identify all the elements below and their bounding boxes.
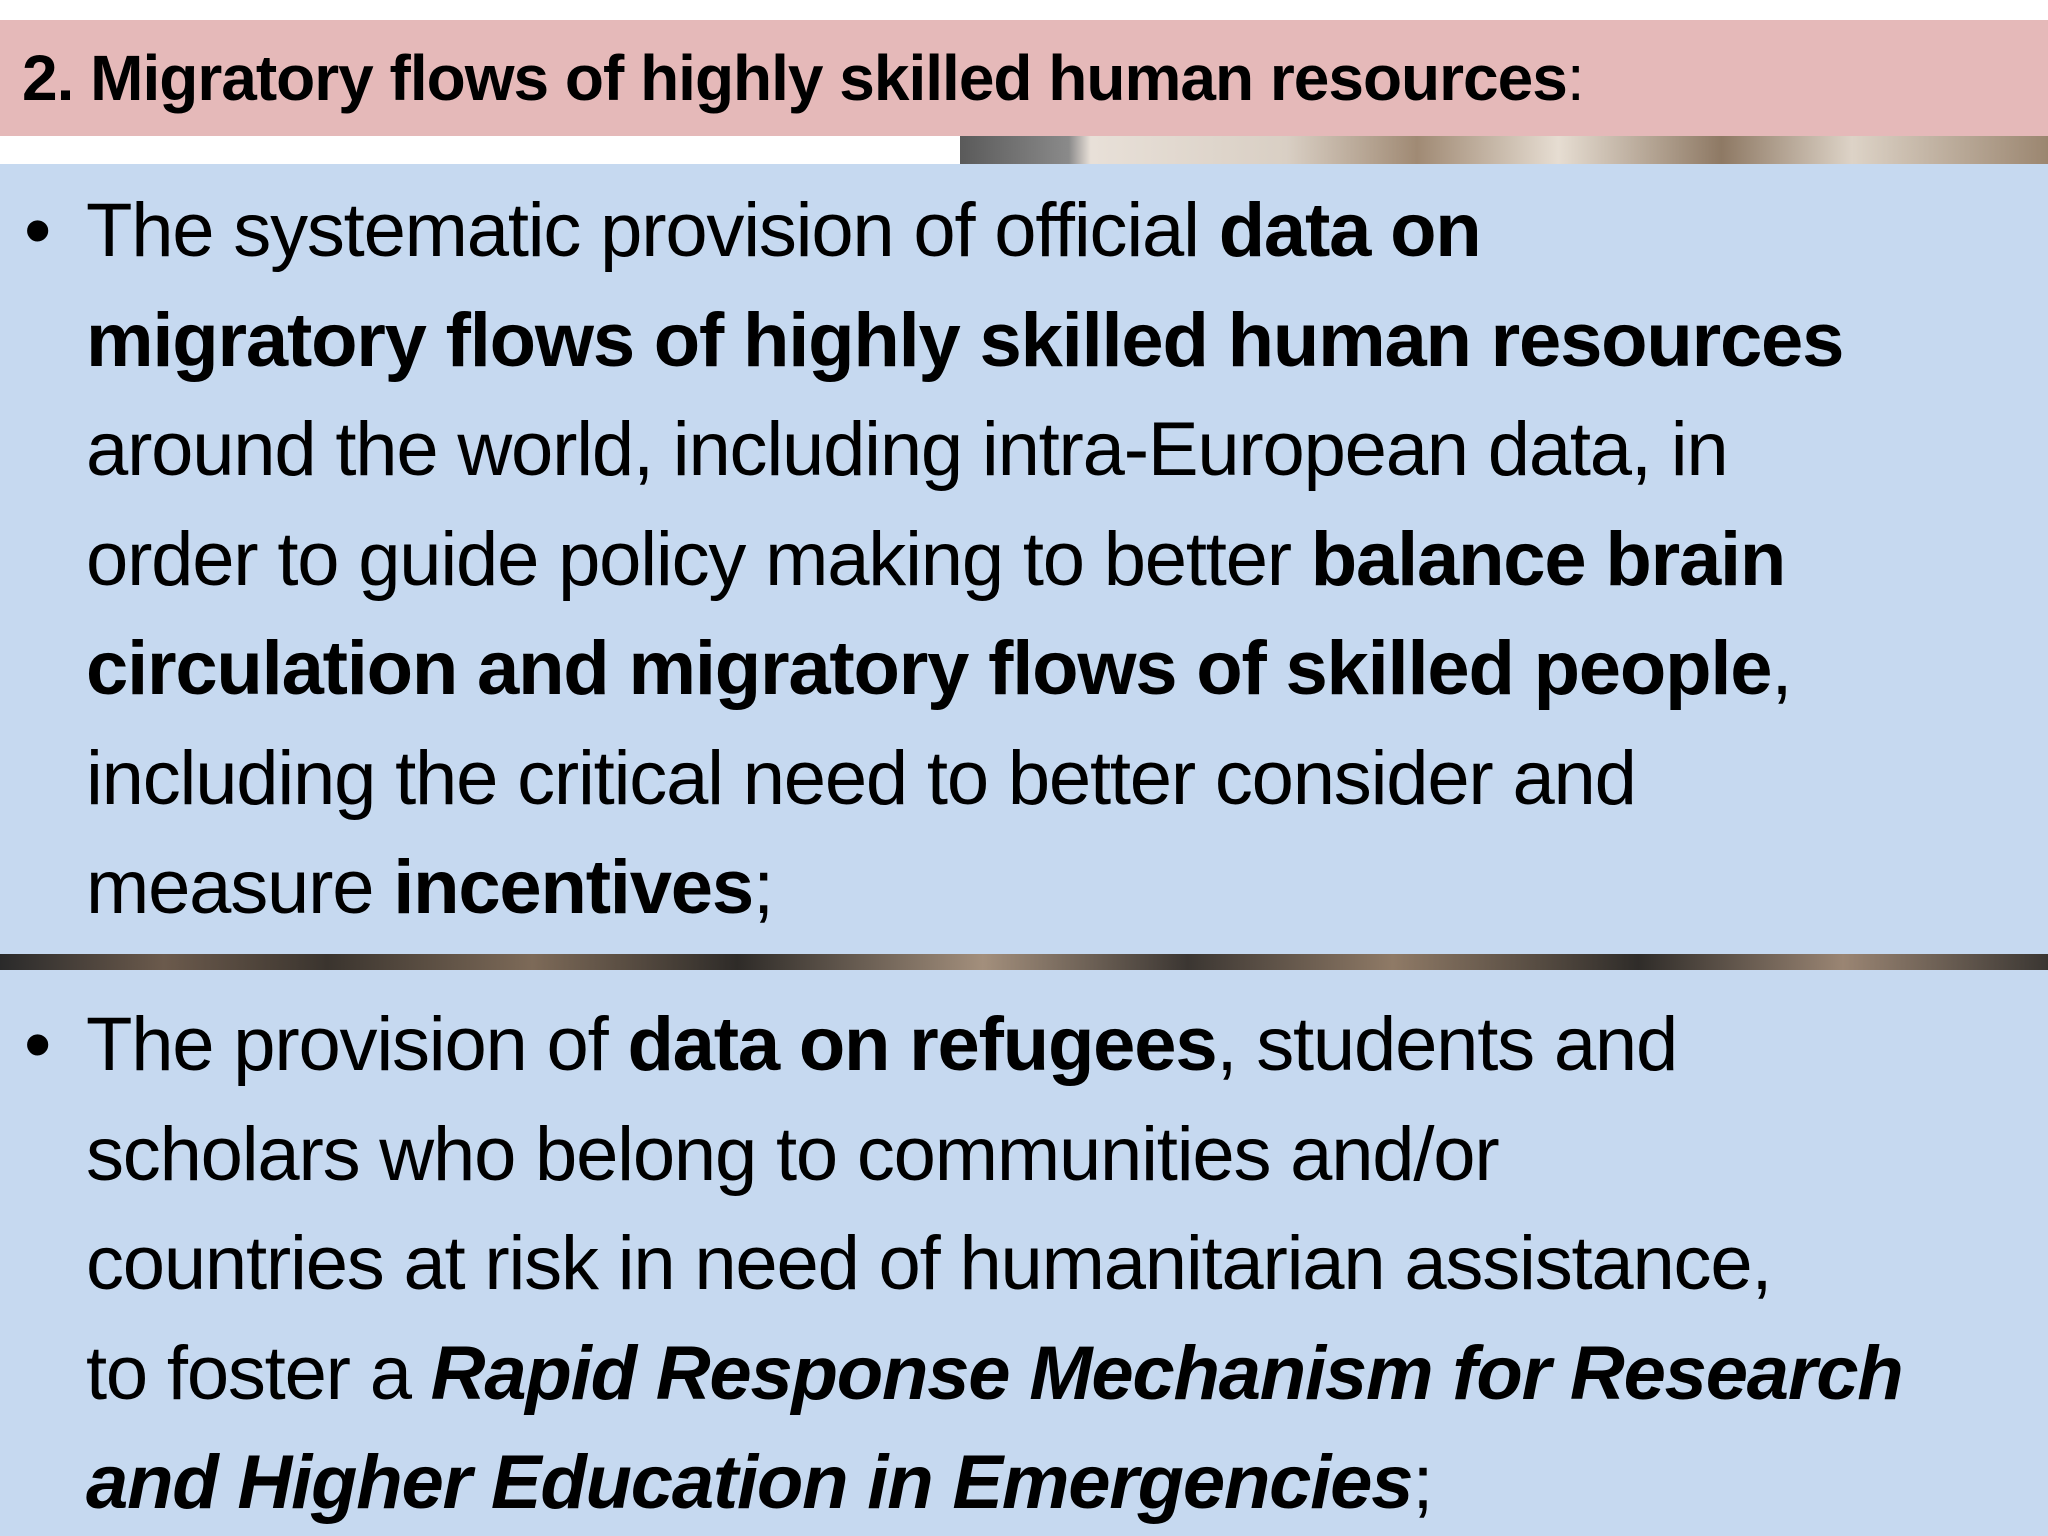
bullet-1-line-7 — [86, 833, 2046, 943]
bullet-1-line-6 — [86, 724, 2046, 834]
bullet-1-line-3 — [86, 395, 2046, 505]
bullet-2-line-1 — [86, 990, 2046, 1100]
slide-title-main: 2. Migratory flows of highly skilled human resources — [22, 42, 1567, 114]
bullet-2-text-span: countries at risk in need of humanitarian assistance, — [86, 1221, 1772, 1306]
bullet-1-bold-span: data on — [1218, 188, 1481, 273]
bullet-1-bold-span: balance brain — [1310, 516, 1786, 602]
bullet-2-bold-span: data on refugees — [627, 1002, 1217, 1087]
bullet-item-1 — [86, 176, 2046, 943]
bullet-1-text-span: ; — [752, 845, 773, 930]
bullet-2-text-span: scholars who belong to communities and/or — [86, 1111, 1499, 1197]
bullet-2-text — [86, 990, 2046, 1536]
bullet-1-text-span: including the critical need to better consider and — [86, 735, 1636, 821]
bullet-2-bold-italic-span: and Higher Education in Emergencies — [86, 1440, 1413, 1525]
bullet-1-bold-span: migratory flows of highly skilled human resources — [86, 297, 1844, 383]
bullet-1-marker: • — [24, 186, 52, 274]
slide-title — [22, 41, 1584, 115]
bullet-item-2 — [86, 990, 2046, 1536]
bullet-2-line-4 — [86, 1319, 2046, 1429]
title-bar — [0, 20, 2048, 136]
bullet-1-text-span: measure — [86, 845, 394, 930]
bullet-2-line-2 — [86, 1100, 2046, 1210]
bullet-panel-1 — [0, 164, 2048, 954]
bullet-1-line-4 — [86, 505, 2046, 615]
bullet-1-text-span: , — [1771, 626, 1792, 711]
bullet-2-text-span: , students and — [1216, 1002, 1678, 1087]
bullet-2-text-span: to foster a — [86, 1330, 431, 1416]
bullet-1-line-5 — [86, 614, 2046, 724]
background-photo-strip-middle — [0, 954, 2048, 970]
bullet-1-text-span: around the world, including intra-European data, in — [86, 407, 1728, 492]
bullet-2-text-span: The provision of — [86, 1002, 628, 1087]
bullet-2-text-span: ; — [1412, 1440, 1433, 1525]
bullet-1-text-span: order to guide policy making to better — [86, 516, 1311, 602]
bullet-2-line-3 — [86, 1209, 2046, 1319]
bullet-1-text — [86, 176, 2046, 943]
bullet-1-line-1 — [86, 176, 2046, 286]
bullet-2-bold-italic-span: Rapid Response Mechanism for Research — [430, 1330, 1903, 1416]
bullet-1-text-span: The systematic provision of official — [86, 188, 1219, 273]
background-photo-strip — [960, 136, 2048, 164]
bullet-1-line-2 — [86, 286, 2046, 396]
slide-title-colon: : — [1566, 42, 1584, 114]
bullet-1-bold-span: incentives — [393, 845, 753, 930]
bullet-2-line-5 — [86, 1428, 2046, 1536]
bullet-panel-2 — [0, 970, 2048, 1536]
bullet-2-marker: • — [24, 1000, 52, 1088]
bullet-1-bold-span: circulation and migratory flows of skilled people — [86, 626, 1772, 711]
